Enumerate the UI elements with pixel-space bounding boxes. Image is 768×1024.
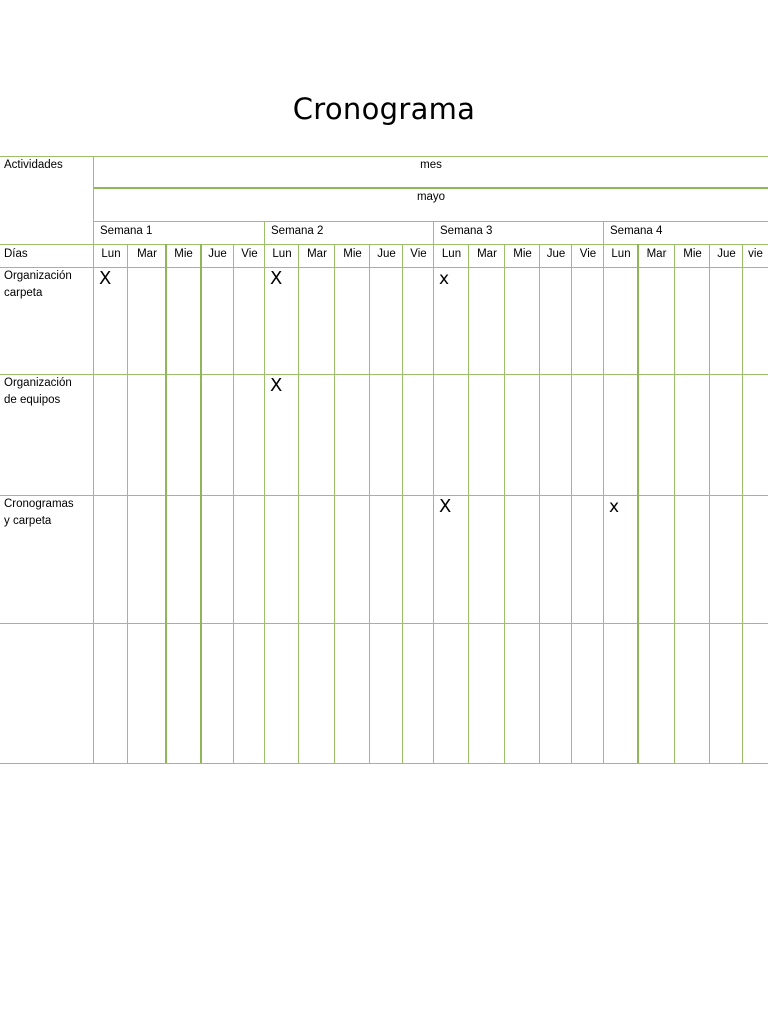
day-label: Mie (513, 248, 532, 260)
table-border (369, 244, 370, 763)
day-label: Jue (377, 248, 396, 260)
schedule-mark: x (609, 497, 620, 517)
table-border (433, 221, 434, 763)
day-label: Lun (272, 248, 292, 260)
schedule-table (0, 155, 768, 764)
table-border (334, 244, 335, 763)
week-label: Semana 3 (440, 225, 493, 237)
table-border (0, 267, 768, 268)
day-label: Mie (683, 248, 702, 260)
day-label: Lun (611, 248, 631, 260)
table-border (127, 244, 128, 763)
schedule-mark: X (270, 268, 283, 289)
activity-name: y carpeta (4, 515, 52, 527)
day-label: Jue (546, 248, 566, 260)
table-border (298, 244, 299, 763)
week-label: Semana 1 (100, 225, 153, 237)
month-name: mayo (416, 191, 446, 203)
day-label: Mar (137, 248, 157, 260)
table-border (233, 244, 234, 763)
days-label: Días (4, 248, 28, 260)
table-border (504, 244, 505, 763)
table-border (200, 244, 202, 763)
activity-name: Cronogramas (4, 498, 74, 510)
day-label: vie (748, 248, 763, 260)
schedule-mark: X (99, 268, 112, 289)
day-label: Lun (441, 248, 462, 260)
table-border (0, 623, 768, 624)
month-label-header: mes (420, 159, 442, 171)
schedule-mark: X (270, 375, 283, 396)
table-border (539, 244, 540, 763)
day-label: Mar (646, 248, 667, 260)
week-label: Semana 2 (271, 225, 324, 237)
activity-name: de equipos (4, 394, 61, 406)
table-border (0, 763, 768, 764)
activities-header: Actividades (4, 159, 63, 171)
day-label: Mie (343, 248, 362, 260)
day-label: Vie (579, 248, 597, 260)
day-label: Jue (717, 248, 736, 260)
day-label: Vie (410, 248, 427, 260)
table-border (742, 244, 743, 763)
table-border (603, 221, 604, 763)
activity-name: Organización (4, 377, 72, 389)
table-border (94, 221, 768, 222)
day-label: Vie (241, 248, 258, 260)
table-border (0, 244, 768, 245)
table-border (709, 244, 710, 763)
day-label: Lun (101, 248, 121, 260)
day-label: Mar (477, 248, 497, 260)
schedule-mark: X (439, 496, 452, 517)
day-label: Jue (208, 248, 227, 260)
page-title: Cronograma (292, 92, 476, 126)
week-label: Semana 4 (610, 225, 663, 237)
day-label: Mar (307, 248, 327, 260)
day-label: Mie (174, 248, 193, 260)
table-border (674, 244, 675, 763)
table-border (468, 244, 469, 763)
activity-name: carpeta (4, 287, 43, 299)
activity-name: Organización (4, 270, 72, 282)
table-border (0, 495, 768, 496)
table-border (637, 244, 639, 763)
table-border (571, 244, 572, 763)
table-border (0, 374, 768, 375)
table-border (402, 244, 403, 763)
table-border (264, 221, 265, 763)
schedule-mark: x (439, 269, 450, 289)
table-border (165, 244, 167, 763)
